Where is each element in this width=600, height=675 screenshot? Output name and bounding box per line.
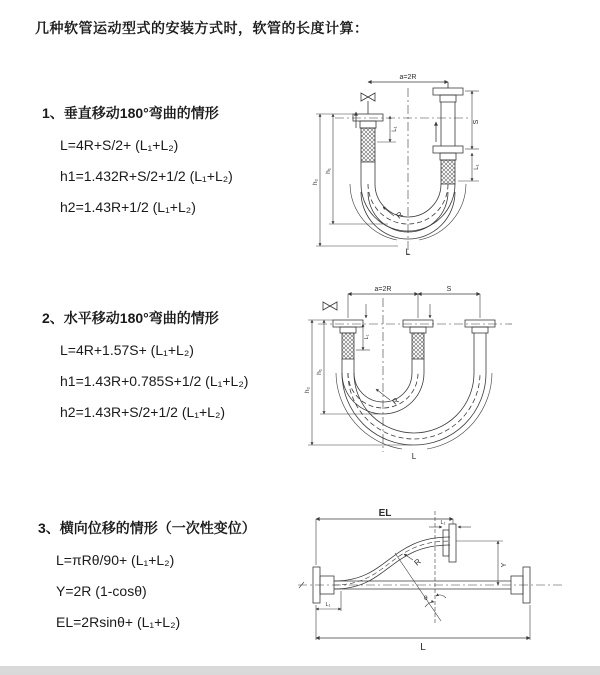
angle-label: θ xyxy=(424,595,428,602)
formula-line: L=4R+1.57S+ (L₁+L₂) xyxy=(60,342,194,358)
flange xyxy=(353,114,383,121)
flange xyxy=(403,320,433,327)
flange-neck xyxy=(410,327,426,333)
hose-second-centerline xyxy=(348,373,480,439)
diagram3-linework xyxy=(298,511,565,640)
section-3-heading: 3、横向位移的情形（一次性变位） xyxy=(38,520,256,536)
dim-label-y: Y xyxy=(501,562,508,568)
dim-label-s: S xyxy=(473,119,480,125)
flange-neck xyxy=(440,153,456,160)
flange xyxy=(449,524,456,562)
valve-icon xyxy=(361,93,375,101)
diagram1-linework xyxy=(316,82,479,256)
hose-wall xyxy=(334,537,450,581)
dim-label-el: EL xyxy=(378,508,392,519)
flange xyxy=(333,320,363,327)
diagram2-linework xyxy=(308,294,512,452)
length-label: L xyxy=(411,452,417,461)
braid-section xyxy=(412,333,424,359)
dim-label-h1: h₁ xyxy=(316,369,323,375)
diagram-lateral-displacement xyxy=(293,497,571,655)
flange xyxy=(433,88,463,95)
dim-label-l1-left: L₁ xyxy=(325,602,331,608)
dim-label-l1-top: L₁ xyxy=(440,520,446,526)
braid-section xyxy=(441,160,455,184)
angle-arc xyxy=(436,595,446,598)
dim-label-l: L xyxy=(420,642,426,653)
dim-label-a2r: a=2R xyxy=(374,286,392,293)
dim-label-h2: h₂ xyxy=(304,386,311,394)
dim-arc-L xyxy=(427,373,492,449)
dim-arc-L xyxy=(336,373,402,449)
diagram-horizontal-180-bend xyxy=(300,280,548,465)
braid-section xyxy=(342,333,354,359)
section-horizontal-180 xyxy=(42,308,248,435)
dim-label-a2r: a=2R xyxy=(399,74,417,81)
formula-line: L=4R+S/2+ (L₁+L₂) xyxy=(60,137,179,153)
section-vertical-180 xyxy=(42,103,233,230)
formula-line: h2=1.43R+1/2 (L₁+L₂) xyxy=(60,199,196,215)
formula-line: h2=1.43R+S/2+1/2 (L₁+L₂) xyxy=(60,404,226,420)
flange-plate xyxy=(443,530,449,556)
formula-line: Y=2R (1-cosθ) xyxy=(56,583,147,599)
formula-line: h1=1.432R+S/2+1/2 (L₁+L₂) xyxy=(60,168,233,184)
formula-line: L=πRθ/90+ (L₁+L₂) xyxy=(56,552,175,568)
flange xyxy=(433,146,463,153)
dim-label-h2: h₂ xyxy=(312,178,319,186)
section-1-heading: 1、垂直移动180°弯曲的情形 xyxy=(42,105,219,121)
hose-centerline xyxy=(334,541,450,585)
flange xyxy=(465,320,495,327)
dim-label-l1-left: L₁ xyxy=(392,126,398,132)
dim-label-l1: L₁ xyxy=(364,334,370,340)
braid-section xyxy=(361,128,375,162)
section-lateral-displacement xyxy=(38,518,256,645)
valve-icon xyxy=(323,302,337,310)
flange-neck xyxy=(340,327,356,333)
radius-leader xyxy=(383,207,394,216)
formula-line: h1=1.43R+0.785S+1/2 (L₁+L₂) xyxy=(60,373,249,389)
radius-label: R xyxy=(390,395,401,407)
length-label: L xyxy=(405,247,411,257)
formula-line: EL=2Rsinθ+ (L₁+L₂) xyxy=(56,614,181,630)
page-bottom-edge xyxy=(0,666,600,675)
flange-neck xyxy=(440,95,456,102)
page-title: 几种软管运动型式的安装方式时，软管的长度计算： xyxy=(35,20,369,36)
flange-neck xyxy=(472,327,488,333)
dim-label-h1: h₁ xyxy=(325,168,332,174)
diagram-vertical-180-bend xyxy=(300,66,535,261)
hose-wall xyxy=(334,545,450,589)
flange-neck xyxy=(360,121,376,128)
section-2-heading: 2、水平移动180°弯曲的情形 xyxy=(42,310,219,326)
radius-label: R xyxy=(412,556,423,568)
dim-label-l1-right: L₁ xyxy=(474,164,480,170)
radius-label: R xyxy=(394,209,405,221)
dim-label-s: S xyxy=(446,286,452,293)
